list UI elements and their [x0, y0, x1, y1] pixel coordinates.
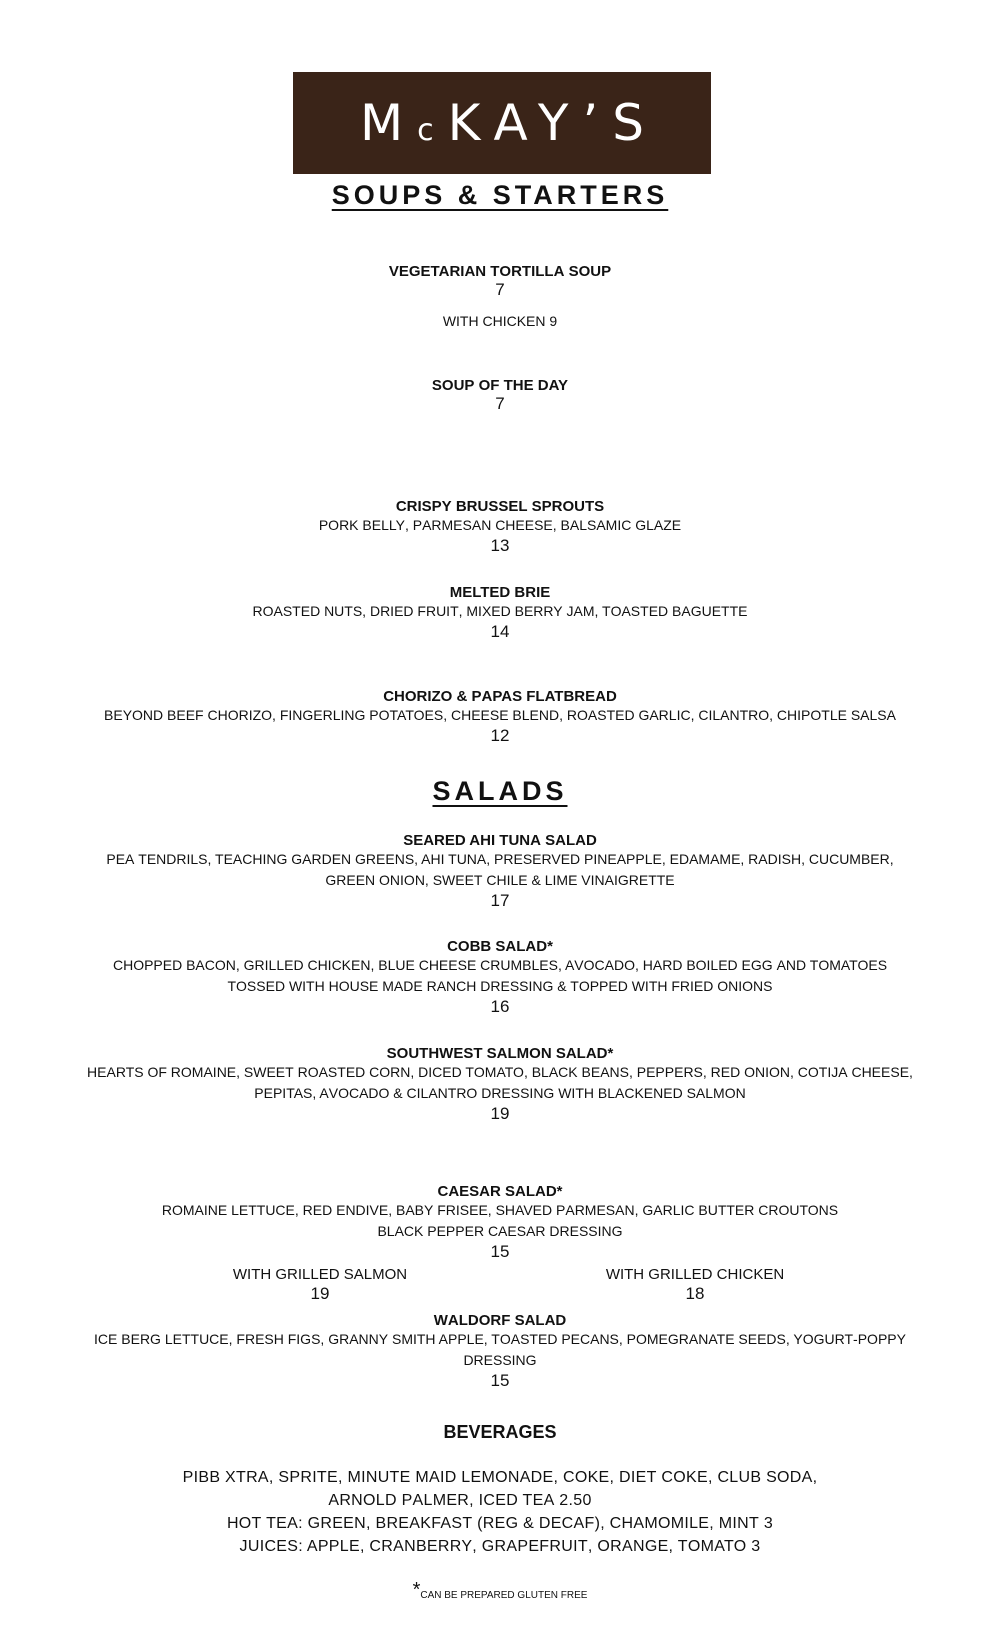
item-description: Tossed with House Made Ranch Dressing & Topped with Fried Onions [227, 974, 773, 996]
gluten-free-footnote [0, 1579, 1000, 1602]
menu-item-ahi-tuna-salad [20, 827, 980, 911]
menu-item-southwest-salmon-salad [20, 1040, 980, 1124]
section-title-beverages: Beverages [443, 1416, 557, 1444]
section-title-salads: SALADS [432, 776, 568, 806]
item-price: 17 [490, 891, 510, 910]
beverage-line-tea: Arnold Palmer, Iced Tea 2.50 [328, 1484, 592, 1510]
menu-item-melted-brie [20, 579, 980, 642]
item-addon: with chicken 9 [442, 309, 558, 331]
menu-item-waldorf-salad [20, 1307, 980, 1391]
item-description: Ice Berg Lettuce, Fresh Figs, Granny Smith Apple, Toasted Pecans, Pomegranate Seeds, Yogurt-Poppy [94, 1327, 906, 1349]
item-price: 14 [490, 622, 510, 641]
item-price: 15 [490, 1371, 510, 1390]
item-description: Hearts of Romaine, Sweet Roasted Corn, Diced Tomato, Black Beans, Peppers, Red Onion, Cotija Cheese, [87, 1060, 913, 1082]
item-name: Cobb Salad* [447, 931, 553, 956]
item-name: Caesar Salad* [437, 1176, 563, 1201]
menu-item-brussel-sprouts [20, 493, 980, 556]
item-name: Crispy Brussel Sprouts [395, 491, 605, 516]
addon-label: With Grilled Salmon [232, 1261, 408, 1284]
item-name: Melted Brie [449, 577, 551, 602]
item-price: 7 [495, 280, 505, 299]
item-description: Dressing [463, 1348, 537, 1370]
footnote-asterisk: * [412, 1579, 421, 1601]
section-title-soups-starters: SOUPS & STARTERS [331, 180, 669, 210]
item-description: Beyond Beef Chorizo, Fingerling Potatoes, Cheese Blend, Roasted Garlic, Cilantro, Chipotle Salsa [104, 703, 896, 725]
beverage-line-hot-tea: Hot Tea: Green, Breakfast (Reg & Decaf), Chamomile, Mint 3 [226, 1507, 774, 1533]
caesar-addon-options [0, 1262, 1000, 1304]
item-description: Roasted Nuts, Dried Fruit, Mixed Berry Jam, Toasted Baguette [252, 599, 748, 621]
footnote-text: CAN BE PREPARED GLUTEN FREE [420, 1590, 588, 1601]
restaurant-logo [293, 72, 711, 174]
item-price: 15 [490, 1242, 510, 1261]
menu-item-cobb-salad [20, 933, 980, 1017]
logo-wordmark: McKAY’S [359, 94, 659, 152]
addon-option-chicken [565, 1262, 825, 1304]
item-name: Waldorf Salad [433, 1305, 567, 1330]
item-description: Pork Belly, Parmesan Cheese, Balsamic Glaze [318, 513, 682, 535]
item-description: Romaine Lettuce, Red Endive, Baby Frisee, Shaved Parmesan, Garlic Butter Croutons [161, 1198, 839, 1220]
menu-item-flatbread [20, 683, 980, 746]
beverage-line-sodas: Pibb Xtra, Sprite, Minute Maid Lemonade, Coke, Diet Coke, Club Soda, [182, 1461, 818, 1487]
beverage-line-juices: Juices: Apple, Cranberry, Grapefruit, Orange, Tomato 3 [239, 1530, 761, 1556]
item-name: Soup of the Day [431, 370, 569, 395]
item-price: 19 [490, 1104, 510, 1123]
item-name: Chorizo & Papas Flatbread [383, 681, 617, 706]
item-description: Pea tendrils, Teaching Garden Greens, Ahi Tuna, Preserved Pineapple, Edamame, Radish, Cucumber, [106, 847, 894, 869]
menu-item-caesar-salad [20, 1178, 980, 1262]
item-description: Black Pepper Caesar Dressing [377, 1219, 623, 1241]
addon-option-salmon [190, 1262, 450, 1304]
item-name: Southwest Salmon Salad* [386, 1038, 614, 1063]
item-description: Pepitas, Avocado & Cilantro Dressing with Blackened Salmon [254, 1081, 746, 1103]
addon-label: With Grilled Chicken [605, 1261, 785, 1284]
menu-item-tortilla-soup [20, 258, 980, 331]
addon-price: 18 [685, 1284, 705, 1303]
item-price: 7 [495, 394, 505, 413]
item-description: Green Onion, Sweet Chile & Lime Vinaigrette [325, 868, 675, 890]
item-name: Vegetarian Tortilla Soup [388, 256, 612, 281]
addon-price: 19 [310, 1284, 330, 1303]
item-price: 16 [490, 997, 510, 1016]
menu-item-soup-of-day [20, 372, 980, 414]
item-price: 13 [490, 536, 510, 555]
item-description: Chopped Bacon, Grilled Chicken, Blue Cheese Crumbles, Avocado, Hard Boiled Egg and Tomatoes [112, 953, 888, 975]
item-price: 12 [490, 726, 510, 745]
item-name: Seared Ahi Tuna Salad [403, 825, 597, 850]
